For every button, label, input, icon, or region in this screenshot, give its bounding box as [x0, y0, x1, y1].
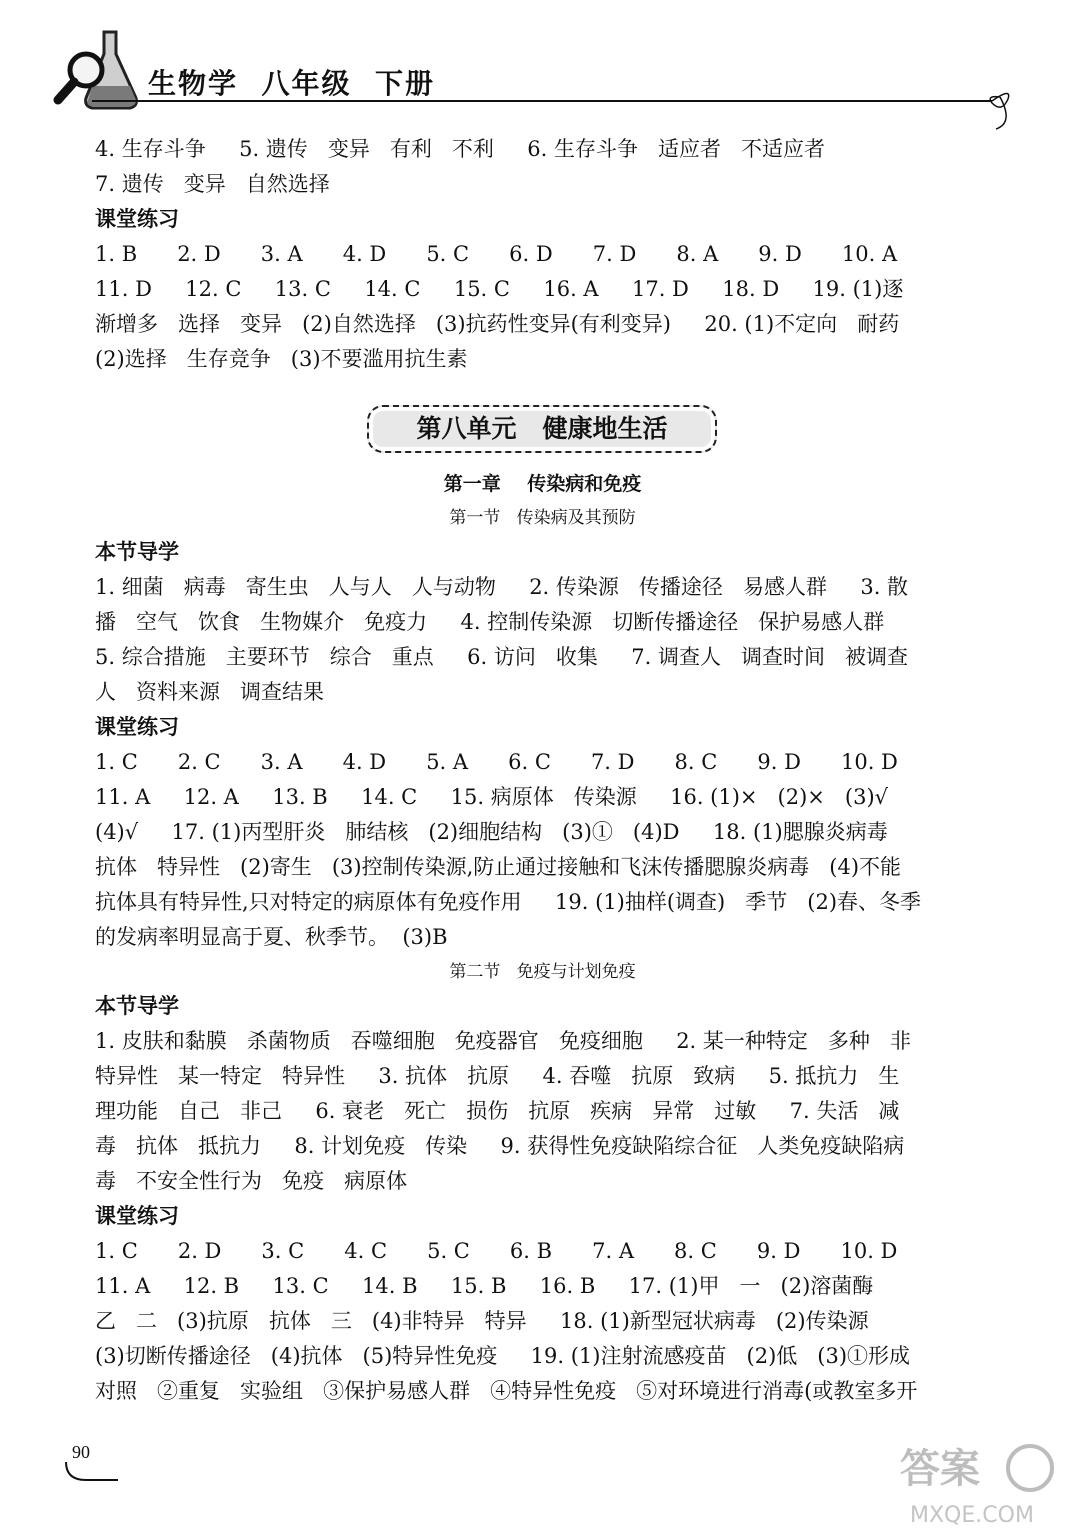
answer-line: 5. 综合措施 主要环节 综合 重点 6. 访问 收集 7. 调查人 调查时间 被调查 [95, 645, 909, 669]
answer-line: (4)√ 17. (1)丙型肝炎 肺结核 (2)细胞结构 (3)① (4)D 18. (1)腮腺炎病毒 [95, 820, 888, 844]
guide-label: 本节导学 [95, 540, 179, 564]
answer-line: 1. B 2. D 3. A 4. D 5. C 6. D 7. D 8. A 9. D 10. A [95, 242, 898, 266]
answer-line: 7. 遗传 变异 自然选择 [95, 172, 330, 196]
page-number-curl [62, 1440, 122, 1484]
unit-heading [95, 397, 1000, 467]
answer-line: 播 空气 饮食 生物媒介 免疫力 4. 控制传染源 切断传播途径 保护易感人群 [95, 610, 885, 634]
answer-line: 毒 抗体 抵抗力 8. 计划免疫 传染 9. 获得性免疫缺陷综合征 人类免疫缺陷病 [95, 1134, 905, 1158]
answer-line: 1. C 2. C 3. A 4. D 5. A 6. C 7. D 8. C 9. D 10. D [95, 750, 898, 774]
answer-line: 对照 ②重复 实验组 ③保护易感人群 ④特异性免疫 ⑤对环境进行消毒(或教室多开 [95, 1379, 918, 1403]
answer-line: 11. A 12. A 13. B 14. C 15. 病原体 传染源 16. (1)× (2)× (3)√ [95, 785, 889, 809]
answer-line: 1. C 2. D 3. C 4. C 5. C 6. B 7. A 8. C 9. D 10. D [95, 1239, 898, 1263]
answer-line: 抗体具有特异性,只对特定的病原体有免疫作用 19. (1)抽样(调查) 季节 (2)春、冬季 [95, 890, 922, 914]
answer-line: (3)切断传播途径 (4)抗体 (5)特异性免疫 19. (1)注射流感疫苗 (2)低 (3)①形成 [95, 1344, 911, 1368]
answer-line: 11. A 12. B 13. C 14. B 15. B 16. B 17. (1)甲 一 (2)溶菌酶 [95, 1274, 874, 1298]
answer-line: 理功能 自己 非己 6. 衰老 死亡 损伤 抗原 疾病 异常 过敏 7. 失活 减 [95, 1099, 900, 1123]
unit-title: 第八单元 健康地生活 [416, 414, 668, 443]
section-title: 第一节 传染病及其预防 [449, 508, 636, 528]
practice-label: 课堂练习 [95, 1204, 179, 1228]
guide-label: 本节导学 [95, 994, 179, 1018]
section-1 [95, 501, 1000, 955]
section-title: 第二节 免疫与计划免疫 [449, 962, 636, 982]
practice-label: 课堂练习 [95, 207, 179, 231]
answer-line: 11. D 12. C 13. C 14. C 15. C 16. A 17. D 18. D 19. (1)逐 [95, 277, 904, 301]
page-number-text: 90 [72, 1442, 90, 1462]
practice-label: 课堂练习 [95, 715, 179, 739]
answer-line: 的发病率明显高于夏、秋季节。 (3)B [95, 925, 448, 949]
answer-line: 渐增多 选择 变异 (2)自然选择 (3)抗药性变异(有利变异) 20. (1)不定向 耐药 [95, 312, 900, 336]
section-2 [95, 955, 1000, 1409]
header-rule [52, 83, 1027, 133]
top-answers [95, 132, 1000, 377]
answer-line: 特异性 某一特定 特异性 3. 抗体 抗原 4. 吞噬 抗原 致病 5. 抵抗力 生 [95, 1064, 900, 1088]
answer-content [95, 132, 1000, 1409]
page-number [62, 1440, 122, 1484]
answer-line: (2)选择 生存竞争 (3)不要滥用抗生素 [95, 347, 468, 371]
answer-line: 乙 二 (3)抗原 抗体 三 (4)非特异 特异 18. (1)新型冠状病毒 (2)传染源 [95, 1309, 869, 1333]
svg-text:答案: 答案 [900, 1446, 980, 1492]
answer-line: 抗体 特异性 (2)寄生 (3)控制传染源,防止通过接触和飞沫传播腮腺炎病毒 (4)不能 [95, 855, 902, 879]
answer-line: 毒 不安全性行为 免疫 病原体 [95, 1169, 408, 1193]
book-title: 生物学 八年级 下册 [148, 67, 435, 100]
watermark-logo [870, 1430, 1067, 1530]
unit-title-box [367, 405, 717, 453]
answer-line: 人 资料来源 调查结果 [95, 680, 325, 704]
page-header [0, 0, 1067, 140]
svg-text:MXQE.COM: MXQE.COM [910, 1503, 1034, 1528]
answer-line: 4. 生存斗争 5. 遗传 变异 有利 不利 6. 生存斗争 适应者 不适应者 [95, 137, 826, 161]
answer-line: 1. 细菌 病毒 寄生虫 人与人 人与动物 2. 传染源 传播途径 易感人群 3. 散 [95, 575, 909, 599]
chapter-title: 第一章 传染病和免疫 [443, 473, 642, 495]
answer-line: 1. 皮肤和黏膜 杀菌物质 吞噬细胞 免疫器官 免疫细胞 2. 某一种特定 多种 非 [95, 1029, 911, 1053]
